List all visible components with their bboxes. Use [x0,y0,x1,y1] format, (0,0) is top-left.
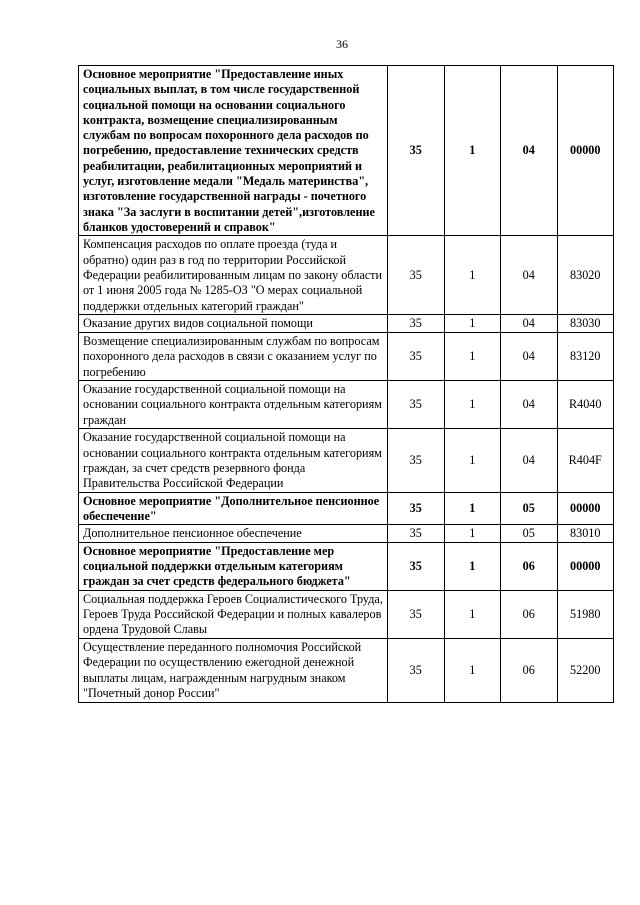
code-event: 04 [501,315,558,332]
code-event: 05 [501,525,558,542]
code-event: 04 [501,380,558,428]
code-program: 35 [388,429,445,493]
table-row [79,315,614,332]
code-subprogram: 1 [444,66,501,236]
code-subprogram: 1 [444,236,501,315]
row-name: Оказание государственной социальной помощи на основании социального контракта отдельным категориям граждан [79,380,388,428]
code-program: 35 [388,542,445,590]
code-event: 04 [501,429,558,493]
code-subprogram: 1 [444,492,501,525]
code-program: 35 [388,236,445,315]
table-row [79,66,614,236]
table-row [79,380,614,428]
code-subprogram: 1 [444,525,501,542]
code-subprogram: 1 [444,590,501,638]
code-event: 05 [501,492,558,525]
row-name: Дополнительное пенсионное обеспечение [79,525,388,542]
row-name: Основное мероприятие "Дополнительное пенсионное обеспечение" [79,492,388,525]
code-direction: 00000 [557,492,614,525]
row-name: Возмещение специализированным службам по вопросам похоронного дела расходов в связи с оказанием услуг по погребению [79,332,388,380]
code-program: 35 [388,315,445,332]
code-subprogram: 1 [444,380,501,428]
page-number: 36 [336,37,348,51]
code-program: 35 [388,638,445,702]
code-program: 35 [388,492,445,525]
table-row [79,542,614,590]
table-row [79,332,614,380]
row-name: Осуществление переданного полномочия Российской Федерации по осуществлению ежегодной денежной выплаты лицам, награжденным нагрудным знаком "Почетный донор России" [79,638,388,702]
code-subprogram: 1 [444,542,501,590]
code-direction: 51980 [557,590,614,638]
table-row [79,638,614,702]
code-subprogram: 1 [444,315,501,332]
code-program: 35 [388,525,445,542]
row-name: Основное мероприятие "Предоставление мер социальной поддержки отдельным категориям граждан за счет средств федерального бюджета" [79,542,388,590]
row-name: Основное мероприятие "Предоставление иных социальных выплат, в том числе государственной социальной помощи на основании социального контракта, возмещение специализированным службам по вопросам похоронного дела расходов по погребению, предоставление технических средств реабилитации, реабилитационных мероприятий и услуг, изготовление медали "Медаль материнства", изготовление государственной награды - почетного знака "За заслуги в воспитании детей",изготовление бланков удостоверений и справок" [79,66,388,236]
row-name: Оказание других видов социальной помощи [79,315,388,332]
row-name: Социальная поддержка Героев Социалистического Труда, Героев Труда Российской Федерации и полных кавалеров ордена Трудовой Славы [79,590,388,638]
table-row [79,429,614,493]
code-program: 35 [388,380,445,428]
code-subprogram: 1 [444,332,501,380]
code-event: 06 [501,638,558,702]
code-direction: 83010 [557,525,614,542]
code-subprogram: 1 [444,638,501,702]
table-row [79,236,614,315]
row-name: Компенсация расходов по оплате проезда (туда и обратно) один раз в год по территории Российской Федерации реабилитированным лицам по закону области от 1 июня 2005 года № 1285-ОЗ "О мерах социальной поддержки отдельных категорий граждан" [79,236,388,315]
code-program: 35 [388,332,445,380]
code-direction: 83120 [557,332,614,380]
budget-classification-table [78,65,614,703]
code-event: 06 [501,590,558,638]
code-subprogram: 1 [444,429,501,493]
code-direction: 00000 [557,542,614,590]
code-program: 35 [388,66,445,236]
table-row [79,590,614,638]
code-event: 04 [501,332,558,380]
code-direction: R4040 [557,380,614,428]
code-direction: 83030 [557,315,614,332]
table-row [79,492,614,525]
code-direction: 83020 [557,236,614,315]
code-direction: 00000 [557,66,614,236]
code-event: 06 [501,542,558,590]
code-program: 35 [388,590,445,638]
code-direction: R404F [557,429,614,493]
row-name: Оказание государственной социальной помощи на основании социального контракта отдельным категориям граждан, за счет средств резервного фонда Правительства Российской Федерации [79,429,388,493]
table-row [79,525,614,542]
code-event: 04 [501,236,558,315]
code-direction: 52200 [557,638,614,702]
code-event: 04 [501,66,558,236]
